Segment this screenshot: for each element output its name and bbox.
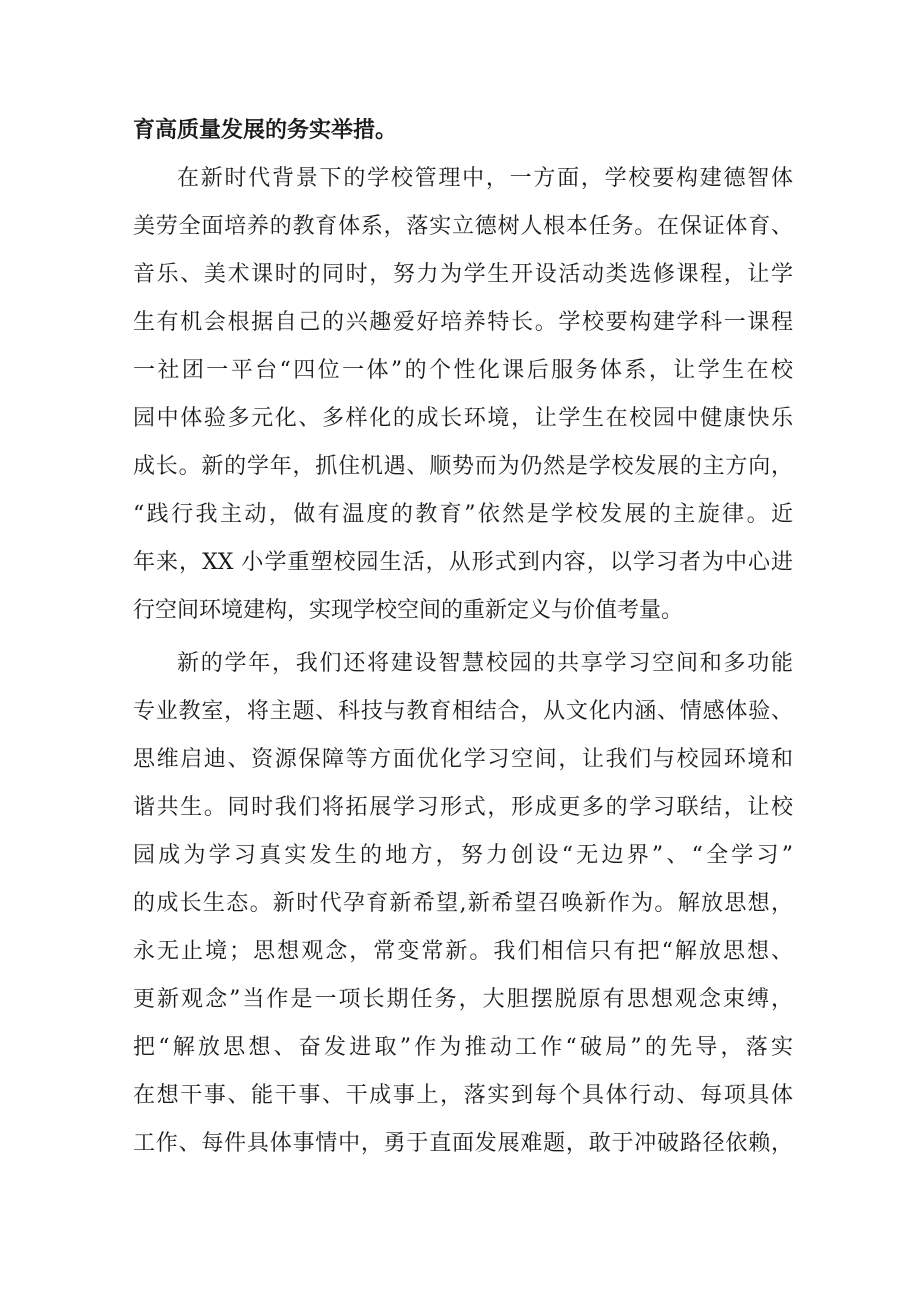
paragraph-2-line-11: 工作、每件具体事情中，勇于直面发展难题，敢于冲破路径依赖， — [133, 1131, 793, 1156]
paragraph-2-line-2: 专业教室，将主题、科技与教育相结合，从文化内涵、情感体验、 — [133, 699, 793, 724]
paragraph-1-line-3: 音乐、美术课时的同时，努力为学生开设活动类选修课程，让学 — [133, 262, 793, 287]
paragraph-1-line-2: 美劳全面培养的教育体系，落实立德树人根本任务。在保证体育、 — [133, 214, 793, 239]
paragraph-1-line-6: 园中体验多元化、多样化的成长环境，让学生在校园中健康快乐 — [133, 406, 793, 431]
paragraph-2-line-1: 新的学年，我们还将建设智慧校园的共享学习空间和多功能 — [177, 651, 793, 676]
paragraph-1-line-1: 在新时代背景下的学校管理中，一方面，学校要构建德智体 — [177, 166, 793, 191]
paragraph-1-line-5: 一社团一平台“四位一体”的个性化课后服务体系，让学生在校 — [133, 358, 793, 383]
paragraph-2-line-7: 永无止境；思想观念，常变常新。我们相信只有把“解放思想、 — [133, 939, 793, 964]
paragraph-1-line-4: 生有机会根据自己的兴趣爱好培养特长。学校要构建学科一课程 — [133, 310, 793, 335]
paragraph-1-line-10: 行空间环境建构，实现学校空间的重新定义与价值考量。 — [133, 598, 684, 623]
paragraph-1-line-8: “践行我主动，做有温度的教育”依然是学校发展的主旋律。近 — [133, 502, 793, 527]
paragraph-2-line-3: 思维启迪、资源保障等方面优化学习空间，让我们与校园环境和 — [133, 747, 793, 772]
paragraph-2-line-6: 的成长生态。新时代孕育新希望,新希望召唤新作为。解放思想， — [133, 891, 793, 916]
paragraph-2-line-8: 更新观念”当作是一项长期任务，大胆摆脱原有思想观念束缚， — [133, 987, 793, 1012]
paragraph-2-line-5: 园成为学习真实发生的地方，努力创设“无边界”、“全学习” — [133, 843, 793, 868]
paragraph-1-line-7: 成长。新的学年，抓住机遇、顺势而为仍然是学校发展的主方向， — [133, 454, 793, 479]
text-line-heading-tail: 育高质量发展的务实举措。 — [133, 118, 398, 143]
paragraph-2-line-4: 谐共生。同时我们将拓展学习形式，形成更多的学习联结，让校 — [133, 795, 793, 820]
paragraph-2-line-10: 在想干事、能干事、干成事上，落实到每个具体行动、每项具体 — [133, 1083, 793, 1108]
paragraph-1-line-9: 年来，XX 小学重塑校园生活，从形式到内容，以学习者为中心进 — [133, 550, 793, 575]
paragraph-2-line-9: 把“解放思想、奋发进取”作为推动工作“破局”的先导，落实 — [133, 1035, 793, 1060]
